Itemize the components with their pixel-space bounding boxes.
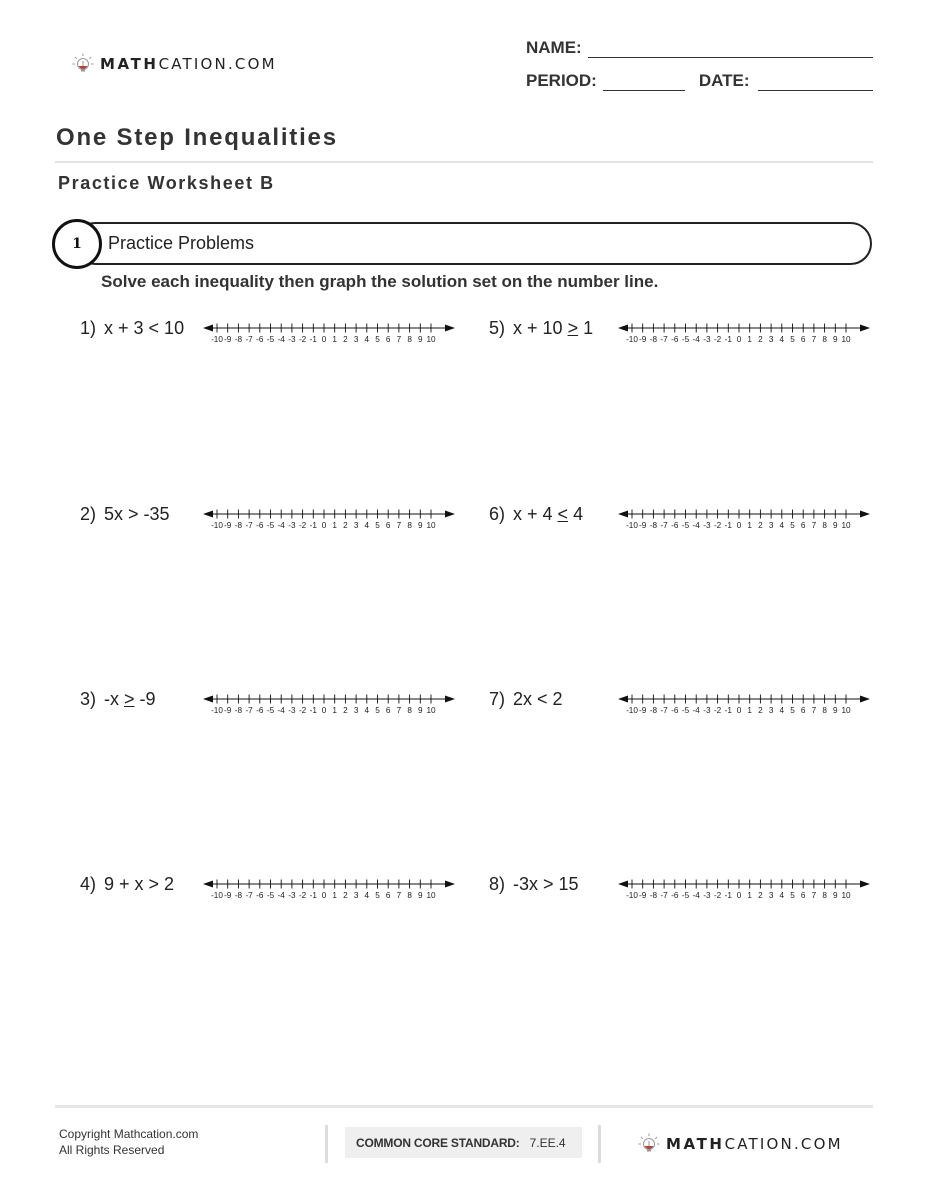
problem-expression [80,689,156,710]
svg-text:-7: -7 [660,521,668,530]
svg-text:7: 7 [396,335,402,344]
lightbulb-icon [638,1133,660,1155]
svg-text:-6: -6 [256,706,264,715]
svg-text:-9: -9 [639,706,647,715]
svg-text:-4: -4 [692,706,700,715]
svg-text:4: 4 [779,521,785,530]
svg-text:-4: -4 [277,706,285,715]
svg-text:5: 5 [790,335,795,344]
svg-text:-10: -10 [626,891,638,900]
svg-text:6: 6 [800,891,806,900]
problem-3 [80,689,436,715]
logo-light-text: CATION.COM [158,55,277,73]
logo-bold-text: MATH [666,1135,725,1153]
inequality-operator: < [557,504,569,524]
svg-text:5: 5 [790,891,795,900]
svg-text:9: 9 [418,521,423,530]
svg-text:-7: -7 [660,335,668,344]
svg-text:-4: -4 [692,335,700,344]
student-info [526,34,873,100]
svg-text:3: 3 [353,891,359,900]
svg-text:-5: -5 [681,521,690,530]
inequality-left: x + 4 [513,504,558,524]
svg-text:-6: -6 [671,335,679,344]
svg-text:1: 1 [332,706,337,715]
svg-text:-2: -2 [713,521,722,530]
problem-5 [489,318,851,344]
inequality-text: x + 3 < 10 [104,318,185,338]
svg-text:-3: -3 [703,335,711,344]
svg-text:-5: -5 [266,706,275,715]
inequality-left: -x [104,689,125,709]
svg-text:-8: -8 [234,706,243,715]
svg-text:-3: -3 [288,521,296,530]
svg-text:-4: -4 [277,335,285,344]
svg-text:-9: -9 [224,521,232,530]
svg-text:4: 4 [779,891,785,900]
svg-text:8: 8 [822,335,827,344]
problem-expression [80,318,184,339]
svg-text:7: 7 [811,891,817,900]
svg-text:9: 9 [833,521,838,530]
svg-text:-7: -7 [245,521,253,530]
svg-text:-10: -10 [626,335,638,344]
svg-text:-5: -5 [266,521,275,530]
svg-text:-2: -2 [298,891,307,900]
svg-text:10: 10 [841,891,851,900]
svg-text:2: 2 [758,335,763,344]
svg-text:1: 1 [332,335,337,344]
svg-text:8: 8 [822,521,827,530]
period-label: PERIOD: [526,71,597,90]
standard-value: 7.EE.4 [529,1135,566,1150]
svg-text:-1: -1 [309,891,317,900]
svg-text:-3: -3 [288,891,296,900]
problem-6 [489,504,851,530]
svg-text:-4: -4 [692,891,700,900]
svg-text:9: 9 [418,706,423,715]
svg-text:-6: -6 [671,706,679,715]
svg-text:-1: -1 [309,706,317,715]
svg-text:-3: -3 [703,891,711,900]
svg-text:6: 6 [385,891,391,900]
copyright-line-2: All Rights Reserved [59,1143,165,1157]
svg-text:8: 8 [407,521,412,530]
svg-text:8: 8 [407,706,412,715]
inequality-right: -9 [134,689,156,709]
svg-text:1: 1 [747,335,752,344]
svg-text:1: 1 [747,521,752,530]
svg-text:-9: -9 [639,521,647,530]
problem-expression [489,318,593,339]
svg-text:-10: -10 [211,891,223,900]
svg-text:5: 5 [375,891,380,900]
footer-divider [55,1105,873,1108]
svg-text:-5: -5 [266,335,275,344]
inequality-text: -3x > 15 [513,874,579,894]
svg-text:6: 6 [385,335,391,344]
svg-text:10: 10 [841,335,851,344]
svg-text:0: 0 [736,706,742,715]
svg-text:2: 2 [758,891,763,900]
svg-text:-5: -5 [681,706,690,715]
problem-number: 1) [80,318,97,338]
svg-text:2: 2 [343,891,348,900]
svg-text:3: 3 [768,891,774,900]
svg-text:1: 1 [747,706,752,715]
page-subtitle: Practice Worksheet B [58,173,275,193]
svg-text:-2: -2 [713,891,722,900]
svg-text:-4: -4 [277,521,285,530]
svg-text:-1: -1 [724,891,732,900]
problem-number: 8) [489,874,506,894]
svg-text:-8: -8 [649,335,658,344]
svg-text:7: 7 [811,335,817,344]
svg-text:-6: -6 [671,521,679,530]
svg-text:1: 1 [747,891,752,900]
inequality-text: 5x > -35 [104,504,170,524]
problem-1 [80,318,436,344]
copyright [59,1126,198,1158]
inequality-text: 2x < 2 [513,689,563,709]
svg-text:-6: -6 [256,891,264,900]
footer-separator-right [598,1125,601,1163]
svg-text:6: 6 [385,521,391,530]
svg-text:10: 10 [841,706,851,715]
number-line[interactable] [203,692,455,716]
svg-text:-6: -6 [256,521,264,530]
svg-text:2: 2 [343,706,348,715]
svg-text:-6: -6 [256,335,264,344]
svg-text:3: 3 [353,335,359,344]
mathcation-logo [72,53,277,75]
svg-text:-8: -8 [234,521,243,530]
svg-text:10: 10 [841,521,851,530]
copyright-line-1: Copyright Mathcation.com [59,1127,199,1141]
svg-text:0: 0 [736,891,742,900]
svg-text:-8: -8 [234,335,243,344]
svg-text:2: 2 [343,521,348,530]
svg-text:-10: -10 [211,706,223,715]
svg-text:4: 4 [364,891,370,900]
svg-text:-5: -5 [681,335,690,344]
date-label: DATE: [698,71,750,90]
svg-text:0: 0 [736,335,742,344]
svg-text:-9: -9 [639,335,647,344]
svg-text:-8: -8 [649,891,658,900]
svg-text:0: 0 [321,706,327,715]
number-line[interactable] [203,877,455,901]
problem-4 [80,874,436,900]
svg-text:-3: -3 [703,706,711,715]
svg-text:3: 3 [768,335,774,344]
svg-text:-1: -1 [309,335,317,344]
inequality-text: 9 + x > 2 [104,874,175,894]
svg-text:-6: -6 [671,891,679,900]
svg-text:6: 6 [385,706,391,715]
name-label: NAME: [526,38,582,57]
svg-text:10: 10 [426,891,436,900]
svg-text:10: 10 [426,335,436,344]
svg-text:1: 1 [332,891,337,900]
svg-text:4: 4 [779,335,785,344]
svg-text:-7: -7 [660,706,668,715]
svg-text:4: 4 [779,706,785,715]
svg-text:-10: -10 [626,521,638,530]
svg-text:3: 3 [768,521,774,530]
svg-text:8: 8 [407,891,412,900]
instructions: Solve each inequality then graph the solution set on the number line. [101,272,659,291]
svg-text:4: 4 [364,521,370,530]
svg-text:7: 7 [396,706,402,715]
svg-text:6: 6 [800,335,806,344]
svg-text:7: 7 [396,521,402,530]
svg-text:0: 0 [321,891,327,900]
problem-expression [489,874,579,895]
problem-expression [489,504,583,525]
problem-number: 2) [80,504,97,524]
svg-text:-10: -10 [211,521,223,530]
svg-text:7: 7 [811,706,817,715]
problem-number: 5) [489,318,506,338]
svg-text:-5: -5 [266,891,275,900]
inequality-operator: > [567,318,579,338]
problem-number: 3) [80,689,97,709]
section-number-badge: 1 [52,219,102,269]
title-divider [55,161,873,163]
svg-text:-3: -3 [703,521,711,530]
svg-text:5: 5 [375,706,380,715]
svg-text:5: 5 [375,521,380,530]
svg-text:-8: -8 [649,521,658,530]
svg-text:2: 2 [343,335,348,344]
svg-text:4: 4 [364,335,370,344]
svg-text:-9: -9 [639,891,647,900]
problem-expression [489,689,563,710]
svg-text:-2: -2 [298,335,307,344]
number-line[interactable] [618,321,870,345]
logo-bold-text: MATH [100,55,159,73]
problem-8 [489,874,851,900]
problem-2 [80,504,436,530]
svg-text:-4: -4 [692,521,700,530]
svg-text:10: 10 [426,706,436,715]
logo-light-text: CATION.COM [724,1135,843,1153]
number-line[interactable] [203,321,455,345]
svg-text:6: 6 [800,706,806,715]
svg-text:-9: -9 [224,891,232,900]
svg-text:2: 2 [758,706,763,715]
problem-7 [489,689,851,715]
svg-text:-1: -1 [724,706,732,715]
svg-text:0: 0 [736,521,742,530]
svg-text:-10: -10 [626,706,638,715]
svg-text:-1: -1 [309,521,317,530]
problem-expression [80,504,170,525]
svg-text:5: 5 [790,706,795,715]
number-line[interactable] [618,692,870,716]
svg-text:9: 9 [833,335,838,344]
svg-text:5: 5 [790,521,795,530]
svg-text:9: 9 [833,706,838,715]
inequality-right: 4 [568,504,584,524]
lightbulb-icon [72,53,94,75]
svg-text:-1: -1 [724,335,732,344]
number-line[interactable] [203,507,455,531]
standard-label: COMMON CORE STANDARD: [356,1135,520,1150]
inequality-operator: > [124,689,135,709]
svg-text:-2: -2 [713,335,722,344]
inequality-right: 1 [578,318,594,338]
svg-text:-5: -5 [681,891,690,900]
svg-text:7: 7 [811,521,817,530]
svg-text:-2: -2 [298,521,307,530]
svg-text:10: 10 [426,521,436,530]
svg-text:-3: -3 [288,706,296,715]
number-line[interactable] [618,507,870,531]
svg-text:-9: -9 [224,335,232,344]
svg-text:-7: -7 [660,891,668,900]
svg-text:0: 0 [321,335,327,344]
name-field[interactable] [588,40,873,58]
problem-number: 7) [489,689,506,709]
svg-text:9: 9 [418,335,423,344]
section-label: Practice Problems [108,233,255,253]
svg-text:8: 8 [407,335,412,344]
svg-text:9: 9 [833,891,838,900]
svg-text:0: 0 [321,521,327,530]
footer-separator-left [325,1125,328,1163]
svg-text:1: 1 [332,521,337,530]
svg-text:-9: -9 [224,706,232,715]
svg-text:6: 6 [800,521,806,530]
problem-expression [80,874,174,895]
period-field[interactable] [603,73,685,91]
common-core-standard [345,1127,582,1158]
mathcation-logo-footer [638,1133,843,1155]
svg-text:-1: -1 [724,521,732,530]
svg-text:-8: -8 [234,891,243,900]
svg-text:9: 9 [418,891,423,900]
svg-text:-10: -10 [211,335,223,344]
svg-text:7: 7 [396,891,402,900]
page-title: One Step Inequalities [56,124,338,151]
svg-text:-3: -3 [288,335,296,344]
svg-text:5: 5 [375,335,380,344]
svg-text:8: 8 [822,891,827,900]
svg-text:8: 8 [822,706,827,715]
svg-text:-8: -8 [649,706,658,715]
svg-text:2: 2 [758,521,763,530]
svg-text:3: 3 [768,706,774,715]
svg-text:-7: -7 [245,891,253,900]
svg-text:-7: -7 [245,335,253,344]
problem-number: 6) [489,504,506,524]
problem-number: 4) [80,874,97,894]
inequality-left: x + 10 [513,318,568,338]
number-line[interactable] [618,877,870,901]
svg-text:-2: -2 [298,706,307,715]
svg-text:-2: -2 [713,706,722,715]
date-field[interactable] [758,73,873,91]
svg-text:3: 3 [353,706,359,715]
svg-text:4: 4 [364,706,370,715]
svg-text:-7: -7 [245,706,253,715]
svg-text:-4: -4 [277,891,285,900]
svg-text:3: 3 [353,521,359,530]
